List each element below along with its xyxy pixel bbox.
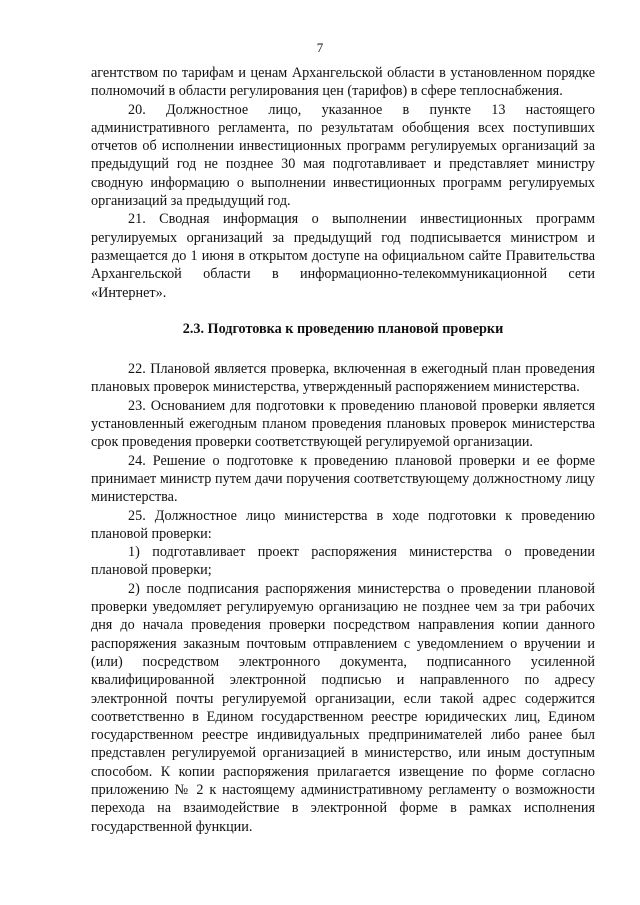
paragraph: 21. Сводная информация о выполнении инвестиционных программ регулируемых организаций за предыдущий год подписывается министром и размещается до 1 июня в открытом доступе на официальном сайте Правительства Архангельской области в информационно-телекоммуникационной сети «Интернет». — [91, 211, 595, 301]
paragraphs-before-heading — [91, 64, 595, 302]
page-number: 7 — [316, 40, 324, 55]
paragraph: 25. Должностное лицо министерства в ходе подготовки к проведению плановой проверки: — [91, 507, 595, 542]
paragraph: 20. Должностное лицо, указанное в пункте 13 настоящего административного регламента, по результатам обобщения всех поступивших отчетов об исполнении инвестиционных программ регулируемых организаций за предыдущий год не позднее 30 мая подготавливает и представляет министру сводную информацию о выполнении инвестиционных программ регулируемых организаций за предыдущий год. — [91, 101, 595, 210]
section-heading: 2.3. Подготовка к проведению плановой проверки — [182, 320, 504, 337]
paragraph: 23. Основанием для подготовки к проведению плановой проверки является установленный ежегодным планом проведения плановых проверок министерства срок проведения проверки соответствующей регулируемой организации. — [91, 397, 595, 451]
paragraph: агентством по тарифам и ценам Архангельской области в установленном порядке полномочий в области регулирования цен (тарифов) в сфере теплоснабжения. — [91, 65, 595, 100]
paragraph: 2) после подписания распоряжения министерства о проведении плановой проверки уведомляет регулируемую организацию не позднее чем за три рабочих дня до начала проведения проверки посредством направления копии данного распоряжения заказным почтовым отправлением с уведомлением о вручении и (или) посредством электронного документа, подписанного усиленной квалифицированной электронной подписью и направленного по адресу электронной почты регулируемой организации, если такой адрес содержится соответственно в Едином государственном реестре юридических лиц, Едином государственном реестре индивидуальных предпринимателей либо ранее был представлен регулируемой организацией в министерство, или иным доступным способом. К копии распоряжения прилагается извещение по форме согласно приложению № 2 к настоящему административному регламенту о возможности перехода на взаимодействие в электронной форме в рамках исполнения государственной функции. — [91, 580, 595, 835]
paragraph: 24. Решение о подготовке к проведению плановой проверки и ее форме принимает министр путем дачи поручения соответствующему должностному лицу министерства. — [91, 452, 595, 506]
paragraph: 1) подготавливает проект распоряжения министерства о проведении плановой проверки; — [91, 544, 595, 579]
document-body — [91, 64, 595, 836]
paragraph: 22. Плановой является проверка, включенная в ежегодный план проведения плановых проверок министерства, утвержденный распоряжением министерства. — [91, 361, 595, 396]
paragraphs-after-heading — [91, 360, 595, 836]
